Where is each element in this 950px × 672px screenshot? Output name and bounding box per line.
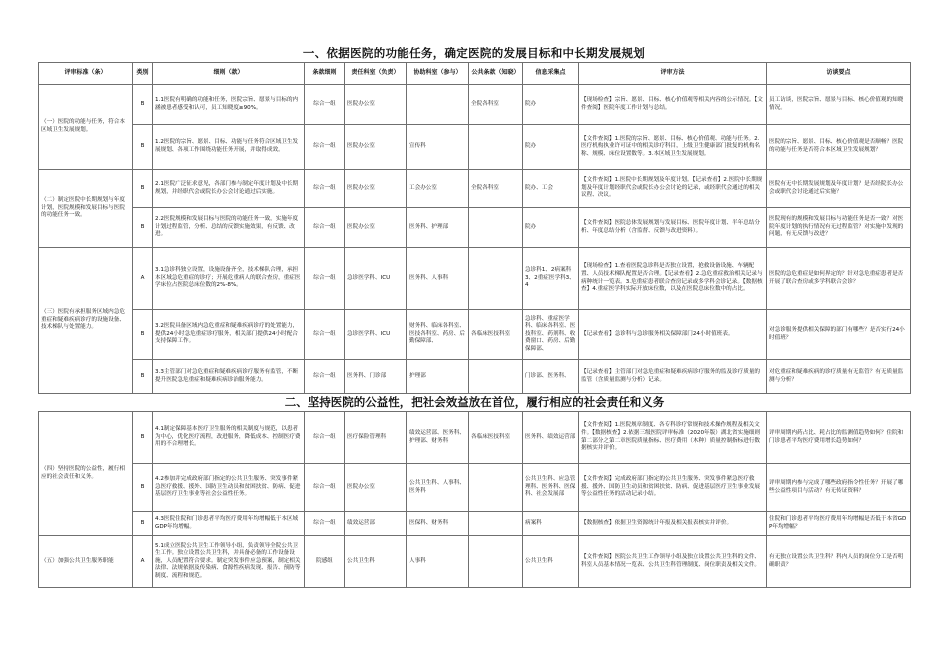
group-cell: 综合一组: [305, 512, 345, 536]
method-cell: 【文件查阅】完成政府部门指定的公共卫生服务、突发事件紧急医疗救援、援外、国防卫生动员和贫困扶贫、防病、促进基层医疗卫生事业发展等公益性任务的活动记录小结。: [579, 464, 767, 512]
method-cell: 【记录查看】急诊科与急诊服务相关保障部门24小时值班表。: [579, 310, 767, 360]
category-cell: B: [133, 412, 153, 464]
header-standard: 评审标准（条）: [39, 63, 133, 85]
section1-title: 一、依据医院的功能任务，确定医院的发展目标和中长期发展规划: [302, 46, 646, 60]
header-responsible: 责任科室（负责）: [345, 63, 407, 85]
table-row: [39, 412, 911, 464]
interview-cell: 评审周期内药占比、耗占比的监测值趋势如何？住院和门诊患者平均医疗费用增长趋势如何？: [767, 412, 911, 464]
table-row: [39, 360, 911, 394]
public-cell: 全院各科室: [469, 85, 523, 125]
detail-cell: 3.3主管部门对急危重症和疑难疾病诊疗服务有监管，不断提升医院急危重症和疑难疾病诊治服务能力。: [153, 360, 305, 394]
table-row: [39, 464, 911, 512]
group-cell: 综合一组: [305, 170, 345, 208]
table-row: [39, 512, 911, 536]
standard-cell: （三）医院有承担服务区域内急危重症和疑难疾病诊疗的设施设备、技术梯队与处置能力。: [39, 248, 133, 394]
assist-cell: 财务科、临床各科室、医技各科室、药房、后勤保障部、: [407, 310, 469, 360]
responsible-cell: 医院办公室: [345, 85, 407, 125]
public-cell: 各临床医技科室: [469, 412, 523, 464]
detail-cell: 4.3医院住院和门诊患者平均医疗费用年均增幅低于本区域GDP年均增幅。: [153, 512, 305, 536]
header-public: 公共条款（知晓）: [469, 63, 523, 85]
public-cell: 全院各科室: [469, 170, 523, 208]
responsible-cell: 医疗保险管理科: [345, 412, 407, 464]
detail-cell: 5.1成立医院公共卫生工作领导小组，负责领导全院公共卫生工作。独立设置公共卫生科，并具备必备的工作设备设施，人员配置符合要求。制定突发事件应急预案，制定相关法律、法规依据及传染病、食源性疾病发现、报告、预防等制度、流程和规范。: [153, 536, 305, 588]
info-cell: 院办: [523, 125, 579, 170]
table-row: [39, 208, 911, 248]
group-cell: 综合一组: [305, 85, 345, 125]
detail-cell: 1.1医院有明确的功能和任务，医院宗旨、愿景与目标的内涵被患者感受和认可，员工知晓度≥90%。: [153, 85, 305, 125]
assist-cell: 公共卫生科、人事科、医务科: [407, 464, 469, 512]
info-cell: 门诊部、医务科、: [523, 360, 579, 394]
detail-cell: 4.1制定保障基本医疗卫生服务的相关制度与规范，以患者为中心，优化医疗流程，改进服务，降低成本、控制医疗费用的不合理增长。: [153, 412, 305, 464]
group-cell: 综合一组: [305, 310, 345, 360]
category-cell: B: [133, 512, 153, 536]
standard-cell: （四）坚持医院的公益性，履行相应的社会责任和义务。: [39, 412, 133, 536]
detail-cell: 3.1急诊科独立设置，设施设备齐全，技术梯队合理，承担本区域急危重症的诊疗；开展危重病人的联合查房，重症医学床位占医院总床位数的2%-8%。: [153, 248, 305, 310]
evaluation-table: [38, 62, 911, 588]
method-cell: 【现场检查】1.查看医院急诊科是否独立设置，抢救设备设施、车辆配置、人员技术梯队配置是否合理。【记录查看】2.急危重症救治相关记录与病种统计一览表。3.危重症患者联合查房记录或多学科会诊记录。【数据核查】4.重症医学科实际开放床位数，以及在医院总床位数中的占比。: [579, 248, 767, 310]
header-detail: 细则（款）: [153, 63, 305, 85]
public-cell: [469, 512, 523, 536]
category-cell: B: [133, 85, 153, 125]
interview-cell: 医院的宗旨、愿景、目标、核心价值观是否顺畅？医院的功能与任务是否符合本区域卫生发展规划？: [767, 125, 911, 170]
method-cell: 【文件查阅】医院公共卫生工作领导小组及独立设置公共卫生科的文件、科室人员基本情况一览表、公共卫生科管理制度、岗位职责及相关文件。: [579, 536, 767, 588]
assist-cell: 绩效运营部、医务科、护理部、财务科: [407, 412, 469, 464]
responsible-cell: 医院办公室: [345, 170, 407, 208]
method-cell: 【数据核查】依据卫生资源统计年报及相关报表核实并评价。: [579, 512, 767, 536]
group-cell: 综合一组: [305, 125, 345, 170]
info-cell: 院办: [523, 208, 579, 248]
section2-row: [39, 394, 911, 412]
detail-cell: 3.2医院具备区域内急危重症和疑难疾病诊疗的处置能力，提供24小时急危重症诊疗服务，相关部门提供24小时配合支持保障工作。: [153, 310, 305, 360]
method-cell: 【文件查阅】1.医院规章制度、各专科诊疗常规和技术操作规程及相关文件。【数据核查】2.依据三级医院评审标准（2020年版）湖北省实施细则第二部分之第二章医院质量指标、医疗费用（木种）质量控制指标进行数据核实并评价。: [579, 412, 767, 464]
header-category: 类别: [133, 63, 153, 85]
responsible-cell: 医院办公室: [345, 125, 407, 170]
assist-cell: 人事科: [407, 536, 469, 588]
info-cell: 公共卫生科: [523, 536, 579, 588]
table-row: [39, 170, 911, 208]
responsible-cell: 公共卫生科: [345, 536, 407, 588]
assist-cell: 医保科、财务科: [407, 512, 469, 536]
category-cell: B: [133, 310, 153, 360]
detail-cell: 2.2医院规模和发展目标与医院的功能任务一致，实施年度计划过程监管，分析、总结的反馈实施效果，有反馈、改进。: [153, 208, 305, 248]
info-cell: 急诊科1、2病案科3、2重症医学科3、4: [523, 248, 579, 310]
group-cell: 综合一组: [305, 464, 345, 512]
interview-cell: 员工访谈，医院宗旨、愿景与目标、核心价值观的知晓情况。: [767, 85, 911, 125]
interview-cell: 评审周期内参与完成了哪些政府指令性任务？开展了哪些公益性项目与活动？有无传证资料？: [767, 464, 911, 512]
assist-cell: 护理部: [407, 360, 469, 394]
category-cell: A: [133, 248, 153, 310]
responsible-cell: 急诊医学科、ICU: [345, 310, 407, 360]
standard-cell: （二）制定医院中长期规划与年度计划，医院规模和发展目标与医院的功能任务一致。: [39, 170, 133, 248]
assist-cell: 医务科、人事科: [407, 248, 469, 310]
method-cell: 【现场检查】宗旨、愿景、目标、核心价值观等相关内容的公示情况。【文件查阅】医院年度工作计划与总结。: [579, 85, 767, 125]
category-cell: B: [133, 464, 153, 512]
responsible-cell: 医院办公室: [345, 464, 407, 512]
public-cell: [469, 464, 523, 512]
section2-title: 二、坚持医院的公益性，把社会效益放在首位，履行相应的社会责任和义务: [39, 394, 911, 412]
category-cell: B: [133, 170, 153, 208]
method-cell: 【文件查阅】医院总体发展规划与发展目标、医院年度计划、半年总结分析、年度总结分析（含监督、反馈与改进资料）。: [579, 208, 767, 248]
header-group: 条款细则: [305, 63, 345, 85]
interview-cell: 医院的急危重症是如何界定的？针对急危重症患者是否开展了联合查房或多学科联合会诊？: [767, 248, 911, 310]
info-cell: 病案科: [523, 512, 579, 536]
group-cell: 综合一组: [305, 360, 345, 394]
responsible-cell: 急诊医学科、ICU: [345, 248, 407, 310]
info-cell: 公共卫生科、应急管理科、医务科、医保科、社会发展部: [523, 464, 579, 512]
header-method: 评审方法: [579, 63, 767, 85]
category-cell: B: [133, 360, 153, 394]
public-cell: [469, 125, 523, 170]
table-row: [39, 125, 911, 170]
interview-cell: 对急诊服务提供相关保障的部门有哪些？是否实行24小时值班？: [767, 310, 911, 360]
header-interview: 访谈要点: [767, 63, 911, 85]
public-cell: [469, 536, 523, 588]
category-cell: A: [133, 536, 153, 588]
interview-cell: 有无独立设置公共卫生科？科内人员的岗位分工是否明确职责？: [767, 536, 911, 588]
table-header-row: [39, 63, 911, 85]
group-cell: 综合一组: [305, 248, 345, 310]
header-assist: 协助科室（参与）: [407, 63, 469, 85]
group-cell: 院感组: [305, 536, 345, 588]
group-cell: 综合一组: [305, 412, 345, 464]
assist-cell: 宣传科: [407, 125, 469, 170]
header-info: 信息采集点: [523, 63, 579, 85]
responsible-cell: 医院办公室: [345, 208, 407, 248]
interview-cell: 住院和门诊患者平均医疗费用年均增幅是否低于本省GDP年均增幅？: [767, 512, 911, 536]
method-cell: 【文件查阅】1.医院中长期规划及年度计划。【记录查看】2.医院中长期规划及年度计划经职代会或院长办公会讨论的记录，或经职代会通过的相关议程、决议。: [579, 170, 767, 208]
info-cell: 院办: [523, 85, 579, 125]
public-cell: [469, 208, 523, 248]
standard-cell: （五）加强公共卫生服务职能: [39, 536, 133, 588]
document-sheet: [38, 44, 910, 588]
info-cell: 急诊科、重症医学科、临床各科室、医技科室、药剂科、收费窗口、药房、后勤保障部、: [523, 310, 579, 360]
category-cell: B: [133, 125, 153, 170]
info-cell: 医务科、绩效运营部: [523, 412, 579, 464]
assist-cell: 工会办公室: [407, 170, 469, 208]
assist-cell: 医务科、护理部: [407, 208, 469, 248]
responsible-cell: 医务科、门诊部: [345, 360, 407, 394]
table-row: [39, 248, 911, 310]
public-cell: [469, 248, 523, 310]
group-cell: 综合一组: [305, 208, 345, 248]
method-cell: 【文件查阅】1.医院的宗旨、愿景、目标、核心价值观、功能与任务。2.医疗机构执业许可证中的相关诊疗科目，上级卫生健康部门批复的机构名称、规模、床位设置数等。3.本区域卫生发展规划。: [579, 125, 767, 170]
interview-cell: 医院有无中长期发展规划及年度计划？是否经院长办公会或职代会讨论通过后实施？: [767, 170, 911, 208]
detail-cell: 1.2医院的宗旨、愿景、目标、功能与任务符合区域卫生发展规划、各项工作围绕功能任务开展，并取得成效。: [153, 125, 305, 170]
assist-cell: [407, 85, 469, 125]
interview-cell: 医院现有的规模和发展目标与功能任务是否一致？对医院年度计划的执行情况有无过程监管？对实施中发现的问题，有无反馈与改进？: [767, 208, 911, 248]
table-row: [39, 536, 911, 588]
method-cell: 【记录查看】主管部门对急危重症和疑难疾病诊疗服务的监及诊疗质量的监管（含质量监测与分析）记录。: [579, 360, 767, 394]
category-cell: B: [133, 208, 153, 248]
public-cell: [469, 360, 523, 394]
standard-cell: （一）医院的功能与任务，符合本区域卫生发展规划。: [39, 85, 133, 170]
table-row: [39, 85, 911, 125]
detail-cell: 2.1医院广泛征求意见，各部门参与制定年度计划及中长期规划，并经职代会或院长办公会讨论通过后实施。: [153, 170, 305, 208]
responsible-cell: 绩效运营部: [345, 512, 407, 536]
table-row: [39, 310, 911, 360]
info-cell: 院办、工会: [523, 170, 579, 208]
interview-cell: 对危重症和疑难疾病的诊疗质量有无监管？有无质量监测与分析？: [767, 360, 911, 394]
public-cell: 各临床医技科室: [469, 310, 523, 360]
detail-cell: 4.2参加并完成政府部门指定的公共卫生服务、突发事件紧急医疗救援、援外、国防卫生动员和贫困扶贫、防病、促进基层医疗卫生事业等社会公益性任务。: [153, 464, 305, 512]
